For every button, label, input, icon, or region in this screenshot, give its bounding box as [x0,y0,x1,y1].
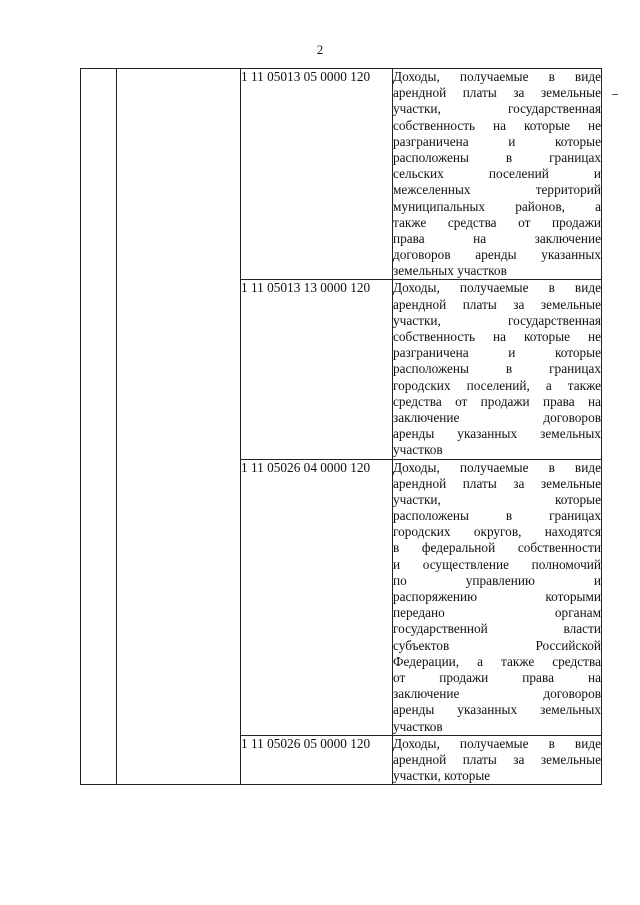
description-line: от продажи права на [393,669,601,685]
revenue-description-cell [393,280,602,459]
description-line: средства от продажи права на [393,393,601,409]
page-number: 2 [316,42,324,57]
description-line: Доходы, получаемые в виде [393,459,601,475]
empty-column-cell [117,69,241,785]
description-line: права на заключение [393,230,601,246]
description-line: арендной платы за земельные [393,85,601,101]
description-line: собственность на которые не [393,117,601,133]
description-line: и осуществление полномочий [393,556,601,572]
description-line: участки, государственная [393,101,601,117]
description-line: разграничена и которые [393,133,601,149]
description-line: субъектов Российской [393,637,601,653]
revenue-code-cell: 1 11 05026 05 0000 120 [241,735,393,785]
revenue-code-cell: 1 11 05013 13 0000 120 [241,280,393,459]
description-line: расположены в границах [393,149,601,165]
revenue-codes-table [80,68,602,785]
description-line: по управлению и [393,572,601,588]
revenue-description-cell [393,459,602,735]
description-line: заключение договоров [393,409,601,425]
revenue-description-cell [393,69,602,280]
description-line: Доходы, получаемые в виде [393,69,601,84]
description-line: участков [393,718,443,734]
description-line: в федеральной собственности [393,540,601,556]
margin-mark [612,94,618,95]
description-line: собственность на которые не [393,329,601,344]
description-line: арендной платы за земельные [393,475,601,491]
description-line: муниципальных районов, а [393,198,601,214]
description-line: аренды указанных земельных [393,702,601,718]
description-line: Доходы, получаемые в виде [393,735,601,751]
table-row [81,69,602,280]
description-line: арендной платы за земельные [393,296,601,312]
description-line: городских округов, находятся [393,524,601,540]
description-line: участки, которые [393,491,601,507]
description-line: Федерации, а также средства [393,653,601,669]
description-line: участков [393,442,443,458]
revenue-code-cell: 1 11 05026 04 0000 120 [241,459,393,735]
description-line: распоряжению которыми [393,589,601,604]
description-line: разграничена и которые [393,345,601,361]
description-line: расположены в границах [393,361,601,377]
description-line: городских поселений, а также [393,377,601,393]
description-line: заключение договоров [393,686,601,702]
description-line: аренды указанных земельных [393,426,601,442]
description-line: участки, государственная [393,312,601,328]
description-line: Доходы, получаемые в виде [393,280,601,296]
revenue-code-cell: 1 11 05013 05 0000 120 [241,69,393,280]
description-line: арендной платы за земельные [393,751,601,767]
description-line: договоров аренды указанных [393,247,601,263]
table-body [81,69,602,785]
description-line: участки, которые [393,768,491,784]
empty-column-cell [81,69,117,785]
revenue-description-cell [393,735,602,785]
description-line: сельских поселений и [393,166,601,182]
description-line: также средства от продажи [393,214,601,230]
description-line: межселенных территорий [393,182,601,198]
description-line: передано органам [393,605,601,621]
description-line: расположены в границах [393,508,601,524]
description-line: государственной власти [393,621,601,637]
description-line: земельных участков [393,263,507,279]
